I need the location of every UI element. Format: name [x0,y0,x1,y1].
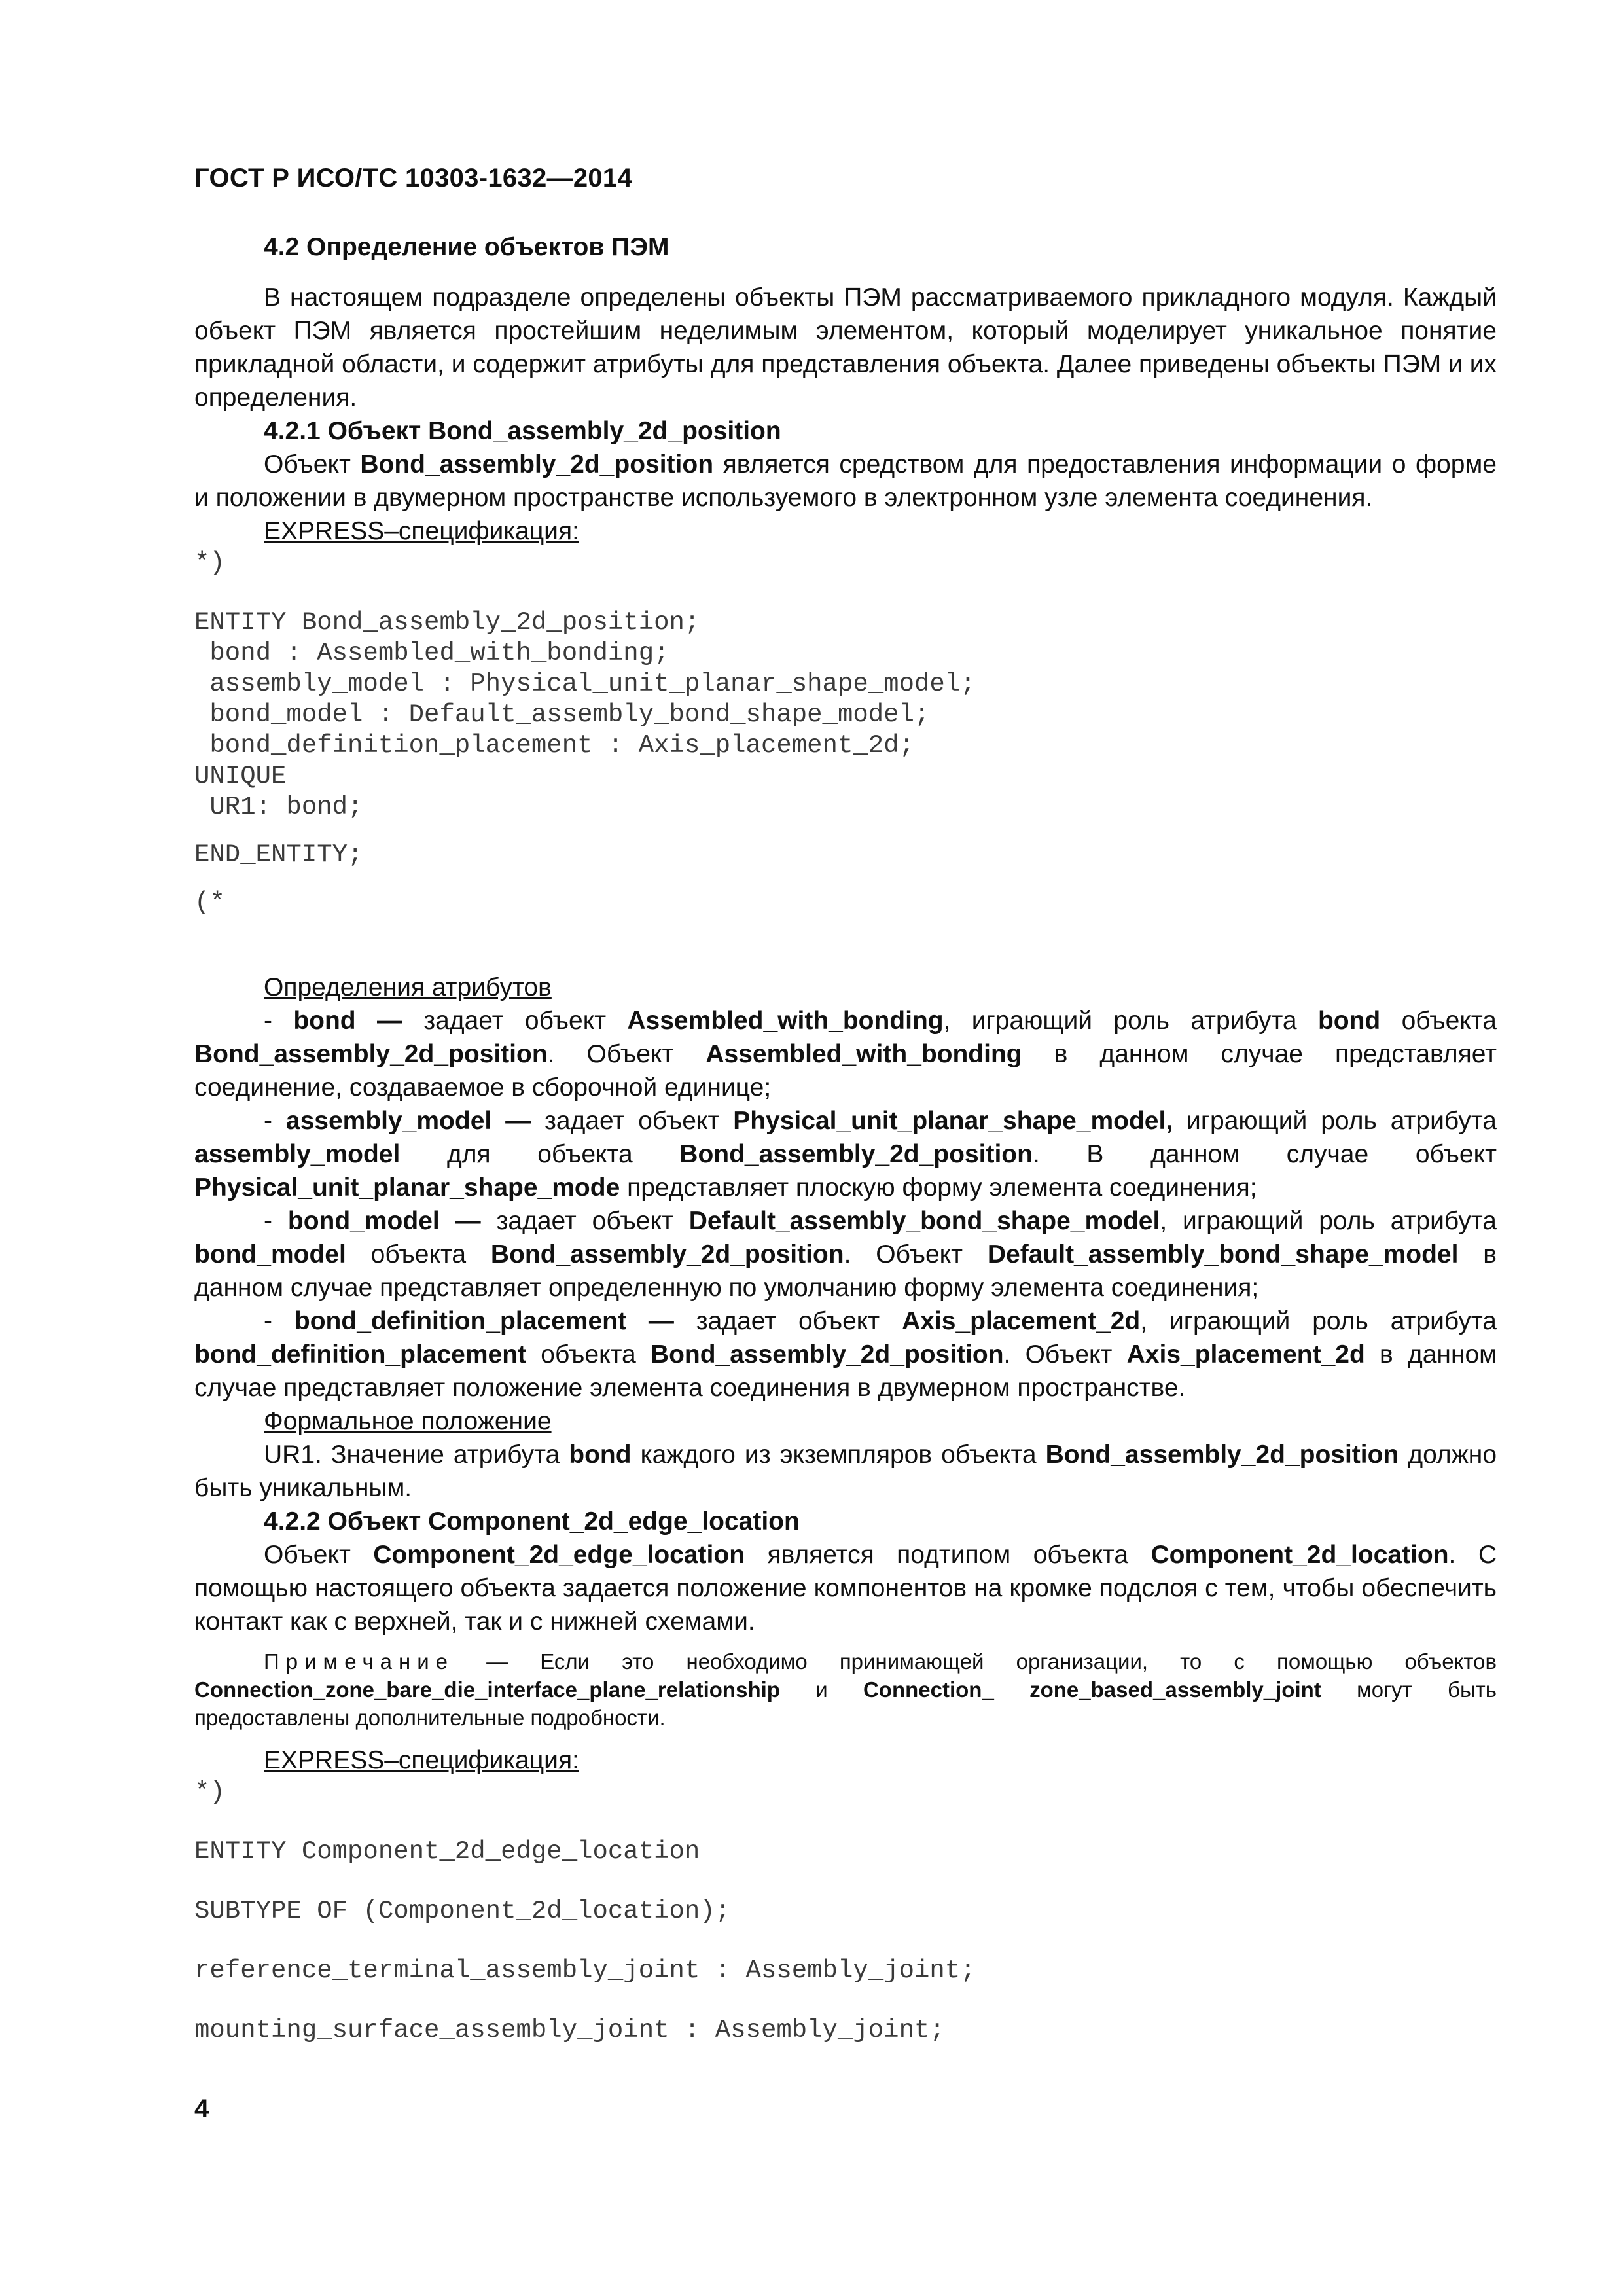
text-run: должно быть уникальным. [194,1441,1497,1502]
attribute-name: bond_definition_placement — [294,1307,674,1335]
text-run: - [264,1007,294,1035]
attribute-name: bond [1317,1007,1381,1035]
express-code-block [194,607,1497,823]
text-run: UR1. Значение атрибута [264,1441,569,1469]
attribute-definition-bond-definition-placement [194,1304,1497,1405]
entity-name: Component_2d_location [1150,1541,1449,1569]
text-run: является средством для предоставления информации о форме и положении в двумерном пространстве используемого в электронном узле элемента соединения. [194,450,1497,512]
text-run: - [264,1307,294,1335]
code-line: mounting_surface_assembly_joint : Assembly_joint; [194,2016,945,2045]
attribute-name: bond_model [194,1240,346,1268]
text-run: , играющий роль атрибута [1140,1307,1497,1335]
attribute-definitions-heading: Определения атрибутов [264,973,552,1001]
formal-proposition-heading: Формальное положение [264,1407,552,1435]
text-run: задает объект [531,1107,734,1135]
text-run: объекта [346,1240,491,1268]
code-comment-close: *) [194,548,225,577]
express-code-block [194,1837,1497,2046]
code-comment-close: *) [194,1778,225,1806]
entity-name: Bond_assembly_2d_position [490,1240,844,1268]
text-run: является подтипом объекта [745,1541,1151,1569]
attribute-name: assembly_model [194,1140,401,1168]
attribute-definition-assembly-model [194,1104,1497,1204]
unique-rule-ur1 [194,1438,1497,1505]
text-run: представляет плоскую форму элемента соединения; [620,1174,1257,1202]
entity-name: Assembled_with_bonding [627,1007,944,1035]
attribute-definition-bond [194,1004,1497,1104]
text-run: . С помощью настоящего объекта задается положение компонентов на кромке подслоя с тем, чтобы обеспечить контакт как с верхней, так и с нижней схемами. [194,1541,1497,1636]
text-run: — Если это необходимо принимающей организации, то с помощью объектов [454,1649,1497,1674]
attribute-definition-bond-model [194,1204,1497,1304]
text-run: . Объект [547,1040,706,1068]
text-run: и [779,1677,863,1702]
entity-name: Bond_assembly_2d_position [650,1340,1004,1369]
text-run: . Объект [844,1240,988,1268]
text-run: - [264,1207,288,1235]
text-run: каждого из экземпляров объекта [631,1441,1046,1469]
entity-name: Connection_zone_bare_die_interface_plane_relationship [194,1677,780,1702]
entity-name: Default_assembly_bond_shape_model [987,1240,1459,1268]
entity-name: Assembled_with_bonding [705,1040,1022,1068]
text-run: Объект [264,450,361,478]
text-run: объекта [526,1340,651,1369]
text-run: могут быть предоставлены дополнительные подробности. [194,1677,1497,1730]
text-run: Объект [264,1541,374,1569]
entity-name: Component_2d_edge_location [373,1541,745,1569]
entity-name: Bond_assembly_2d_position [679,1140,1033,1168]
entity-name: Bond_assembly_2d_position [1045,1441,1399,1469]
text-run: задает объект [480,1207,689,1235]
entity-name: Connection_ zone_based_assembly_joint [863,1677,1321,1702]
note-paragraph [194,1647,1497,1732]
code-line: SUBTYPE OF (Component_2d_location); [194,1897,731,1926]
code-line: assembly_model : Physical_unit_planar_shape_model; [194,670,976,698]
section-title: 4.2 Определение объектов ПЭМ [264,233,669,261]
text-run: - [264,1107,286,1135]
standard-header: ГОСТ Р ИСО/ТС 10303-1632—2014 [194,164,633,192]
express-spec-label: EXPRESS–спецификация: [264,517,579,545]
entity-name: Physical_unit_planar_shape_model, [733,1107,1173,1135]
entity-name: Bond_assembly_2d_position [360,450,714,478]
attribute-name: assembly_model — [285,1107,531,1135]
note-label: Примечание [264,1649,455,1674]
text-run: . В данном случае объект [1032,1140,1497,1168]
entity-name: Axis_placement_2d [902,1307,1141,1335]
text-run: объекта [1380,1007,1497,1035]
code-comment-open: (* [194,888,225,917]
express-spec-label: EXPRESS–спецификация: [264,1746,579,1774]
entity-name: Bond_assembly_2d_position [194,1040,548,1068]
text-run: в данном случае представляет положение элемента соединения в двумерном пространстве. [194,1340,1497,1402]
text-run: для объекта [400,1140,680,1168]
entity-name: Physical_unit_planar_shape_mode [194,1174,620,1202]
code-line: reference_terminal_assembly_joint : Assembly_joint; [194,1956,976,1985]
code-line: ENTITY Component_2d_edge_location [194,1837,700,1866]
page-content [194,230,1497,2046]
text-run: задает объект [673,1307,902,1335]
attribute-name: bond [569,1441,632,1469]
code-line: bond_definition_placement : Axis_placement_2d; [194,731,914,760]
code-line: UR1: bond; [194,793,363,821]
entity-name: Axis_placement_2d [1126,1340,1365,1369]
code-line: bond : Assembled_with_bonding; [194,639,669,668]
subsection-heading-bond-assembly: 4.2.1 Объект Bond_assembly_2d_position [264,417,781,445]
text-run: , играющий роль атрибута [1160,1207,1497,1235]
text-run: в данном случае представляет соединение, создаваемое в сборочной единице; [194,1040,1497,1102]
component-edge-location-description [194,1538,1497,1638]
bond-assembly-description [194,448,1497,514]
subsection-heading-component-edge-location: 4.2.2 Объект Component_2d_edge_location [264,1507,800,1535]
entity-name: Default_assembly_bond_shape_model [688,1207,1160,1235]
attribute-name: bond — [293,1007,402,1035]
section-intro: В настоящем подразделе определены объекты ПЭМ рассматриваемого прикладного модуля. Каждый объект ПЭМ является простейшим неделимым элементом, который моделирует уникальное понятие прикладной области, и содержит атрибуты для представления объекта. Далее приведены объекты ПЭМ и их определения. [194,283,1497,412]
text-run: . Объект [1003,1340,1127,1369]
text-run: задает объект [402,1007,628,1035]
attribute-name: bond_definition_placement [194,1340,527,1369]
text-run: , играющий роль атрибута [943,1007,1318,1035]
attribute-name: bond_model — [287,1207,481,1235]
text-run: играющий роль атрибута [1173,1107,1497,1135]
code-line: UNIQUE [194,762,287,791]
text-run: в данном случае представляет определенную по умолчанию форму элемента соединения; [194,1240,1497,1302]
code-line: bond_model : Default_assembly_bond_shape_model; [194,700,930,729]
page-number: 4 [194,2094,209,2123]
code-end-entity: END_ENTITY; [194,840,363,869]
code-line: ENTITY Bond_assembly_2d_position; [194,608,700,637]
